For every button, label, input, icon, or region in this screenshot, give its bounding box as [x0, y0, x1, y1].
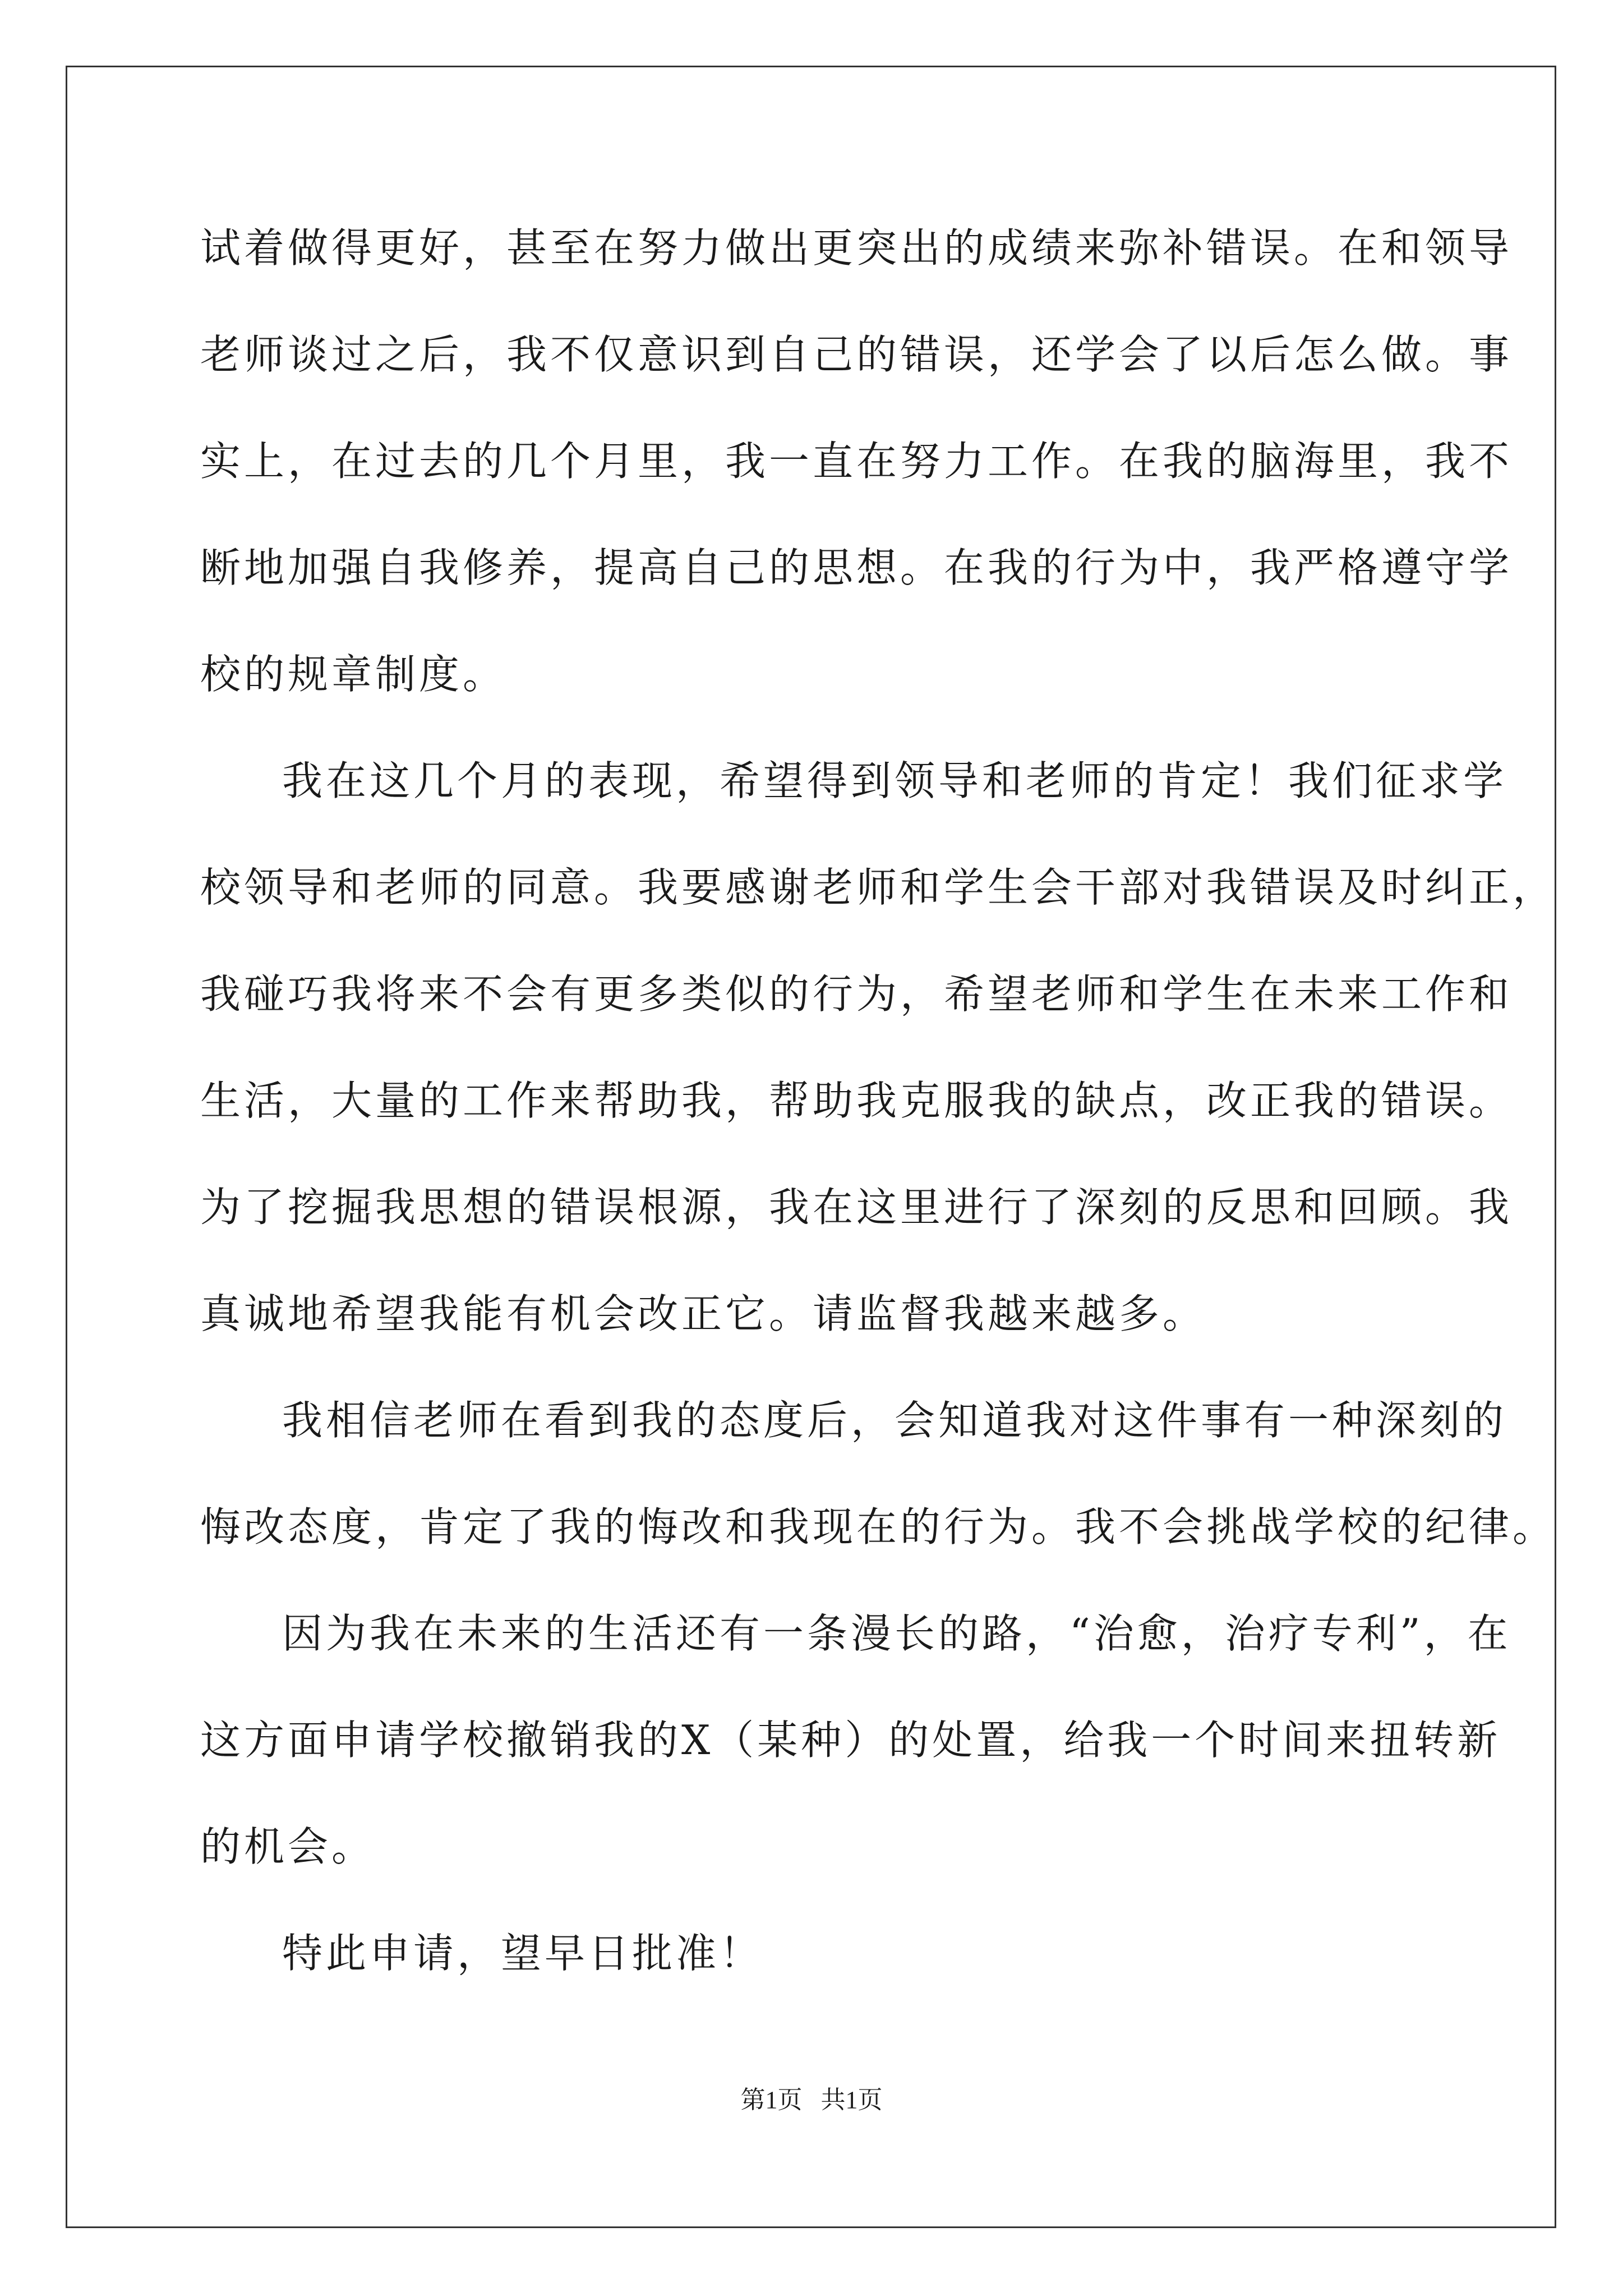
paragraph-line: 我在这几个月的表现，希望得到领导和老师的肯定！我们征求学 [282, 757, 1507, 804]
paragraph-line: 校领导和老师的同意。我要感谢老师和学生会干部对我错误及时纠正， [200, 864, 1557, 911]
page-number: 第1页 共1页 [740, 2086, 883, 2114]
paragraph-line: 真诚地希望我能有机会改正它。请监督我越来越多。 [200, 1290, 1207, 1337]
paragraph-line: 我相信老师在看到我的态度后，会知道我对这件事有一种深刻的 [282, 1397, 1507, 1444]
paragraph-line: 因为我在未来的生活还有一条漫长的路，“治愈，治疗专利”，在 [282, 1610, 1511, 1657]
paragraph-line: 校的规章制度。 [200, 651, 507, 698]
paragraph-line: 实上，在过去的几个月里，我一直在努力工作。在我的脑海里，我不 [200, 438, 1513, 485]
paragraph-line: 的机会。 [200, 1823, 376, 1870]
closing-line: 特此申请，望早日批准！ [282, 1930, 764, 1977]
paragraph-line: 这方面申请学校撤销我的X（某种）的处置，给我一个时间来扭转新 [200, 1717, 1501, 1764]
paragraph-line: 悔改态度，肯定了我的悔改和我现在的行为。我不会挑战学校的纪律。 [200, 1503, 1557, 1550]
paragraph-line: 生活，大量的工作来帮助我，帮助我克服我的缺点，改正我的错误。 [200, 1077, 1513, 1124]
paragraph-line: 为了挖掘我思想的错误根源，我在这里进行了深刻的反思和回顾。我 [200, 1184, 1513, 1231]
page-border [66, 66, 1556, 2228]
paragraph-line: 试着做得更好，甚至在努力做出更突出的成绩来弥补错误。在和领导 [200, 224, 1513, 272]
paragraph-line: 老师谈过之后，我不仅意识到自己的错误，还学会了以后怎么做。事 [200, 331, 1513, 378]
paragraph-line: 断地加强自我修养，提高自己的思想。在我的行为中，我严格遵守学 [200, 544, 1513, 591]
paragraph-line: 我碰巧我将来不会有更多类似的行为，希望老师和学生在未来工作和 [200, 970, 1513, 1018]
